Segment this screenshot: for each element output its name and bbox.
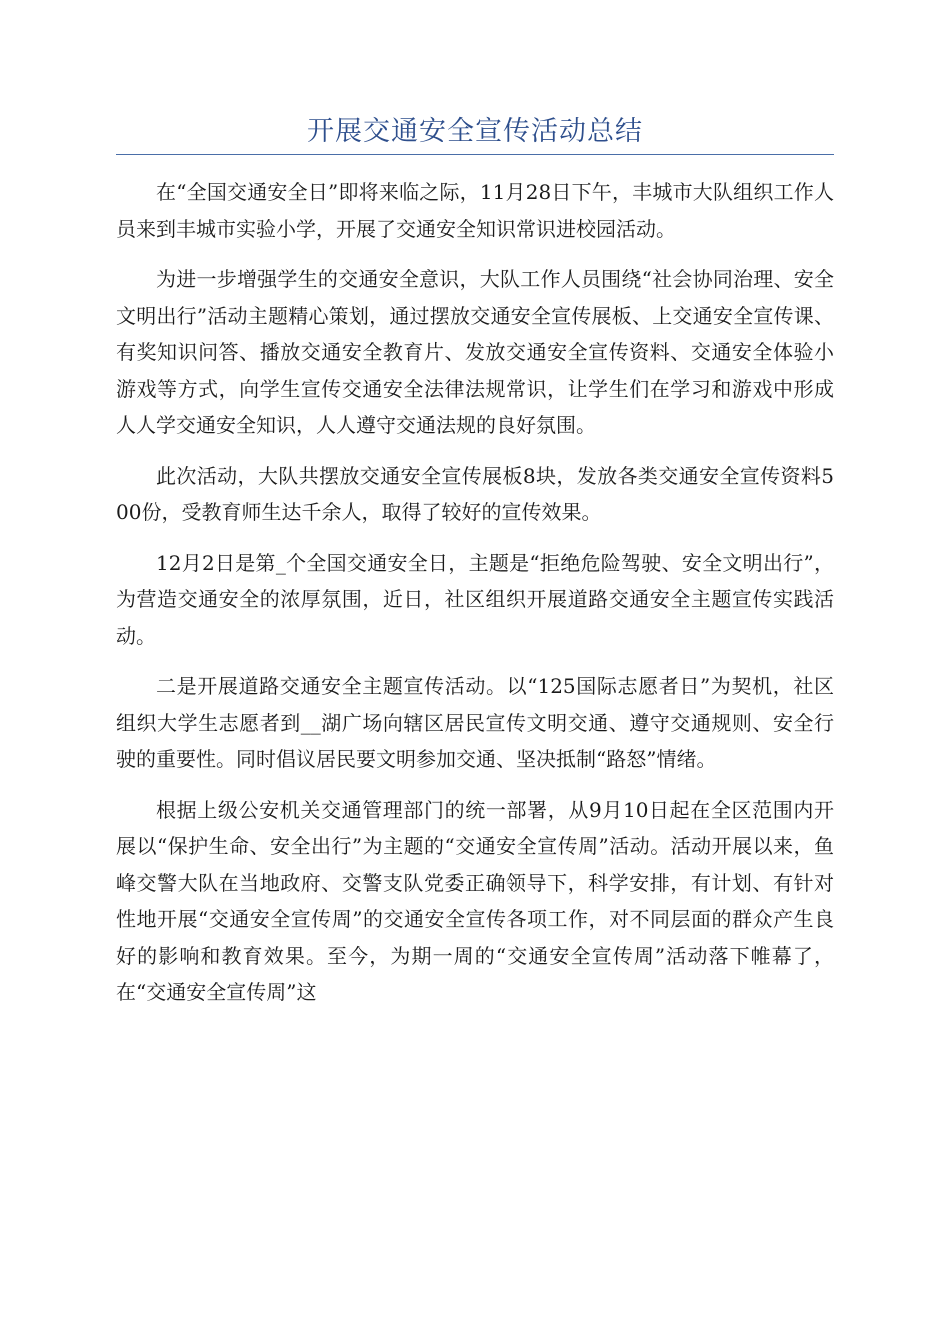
paragraph-5: 二是开展道路交通安全主题宣传活动。以“125国际志愿者日”为契机，社区组织大学生志愿者到__湖广场向辖区居民宣传文明交通、遵守交通规则、安全行驶的重要性。同时倡议居民要文明参加交通、坚决抵制“路怒”情绪。 [116, 674, 834, 771]
document-body [116, 174, 834, 1025]
paragraph-2: 为进一步增强学生的交通安全意识，大队工作人员围绕“社会协同治理、安全文明出行”活动主题精心策划，通过摆放交通安全宣传展板、上交通安全宣传课、有奖知识问答、播放交通安全教育片、发放交通安全宣传资料、交通安全体验小游戏等方式，向学生宣传交通安全法律法规常识，让学生们在学习和游戏中形成人人学交通安全知识，人人遵守交通法规的良好氛围。 [116, 267, 834, 437]
title-underline [116, 154, 834, 155]
document-title: 开展交通安全宣传活动总结 [307, 116, 643, 147]
paragraph-3: 此次活动，大队共摆放交通安全宣传展板8块，发放各类交通安全宣传资料500份，受教育师生达千余人，取得了较好的宣传效果。 [116, 463, 834, 524]
paragraph-1: 在“全国交通安全日”即将来临之际，11月28日下午，丰城市大队组织工作人员来到丰城市实验小学，开展了交通安全知识常识进校园活动。 [116, 180, 834, 241]
paragraph-6: 根据上级公安机关交通管理部门的统一部署，从9月10日起在全区范围内开展以“保护生命、安全出行”为主题的“交通安全宣传周”活动。活动开展以来，鱼峰交警大队在当地政府、交警支队党委正确领导下，科学安排，有计划、有针对性地开展“交通安全宣传周”的交通安全宣传各项工作，对不同层面的群众产生良好的影响和教育效果。至今，为期一周的“交通安全宣传周”活动落下帷幕了，在“交通安全宣传周”这 [116, 797, 834, 1004]
paragraph-4: 12月2日是第_个全国交通安全日，主题是“拒绝危险驾驶、安全文明出行”，为营造交通安全的浓厚氛围，近日，社区组织开展道路交通安全主题宣传实践活动。 [116, 550, 834, 648]
